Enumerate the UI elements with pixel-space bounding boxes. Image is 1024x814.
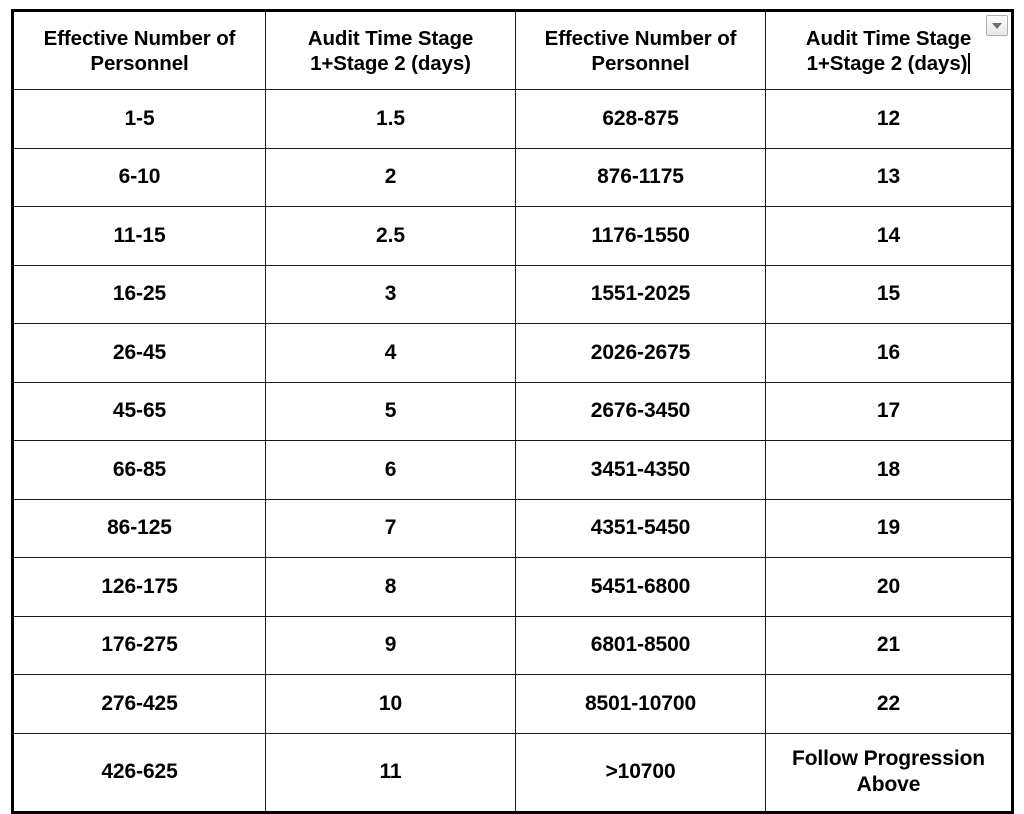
chevron-down-glyph bbox=[992, 23, 1002, 29]
table-cell[interactable]: 13 bbox=[766, 148, 1013, 207]
chevron-down-icon[interactable] bbox=[986, 15, 1008, 36]
table-cell[interactable]: 22 bbox=[766, 675, 1013, 734]
column-header-line1: Audit Time Stage bbox=[805, 26, 972, 50]
table-cell[interactable]: 8501-10700 bbox=[516, 675, 766, 734]
table-cell[interactable]: 3451-4350 bbox=[516, 441, 766, 500]
column-header-effective-personnel-1[interactable] bbox=[13, 11, 266, 90]
table-row bbox=[13, 675, 1013, 734]
table-cell[interactable]: 16 bbox=[766, 324, 1013, 383]
table-row bbox=[13, 265, 1013, 324]
table-cell[interactable]: 628-875 bbox=[516, 90, 766, 149]
table-cell[interactable]: 17 bbox=[766, 382, 1013, 441]
table-cell[interactable]: 14 bbox=[766, 207, 1013, 266]
table-cell[interactable]: 10 bbox=[266, 675, 516, 734]
table-cell[interactable]: 5451-6800 bbox=[516, 558, 766, 617]
table-cell[interactable]: 16-25 bbox=[13, 265, 266, 324]
table-cell[interactable]: 2676-3450 bbox=[516, 382, 766, 441]
table-cell[interactable]: 276-425 bbox=[13, 675, 266, 734]
table-cell[interactable]: 5 bbox=[266, 382, 516, 441]
column-header-line1: Effective Number of bbox=[544, 26, 737, 50]
table-cell[interactable]: 19 bbox=[766, 499, 1013, 558]
table-row bbox=[13, 733, 1013, 812]
table-cell[interactable]: 6 bbox=[266, 441, 516, 500]
column-header-line2-text: 1+Stage 2 (days) bbox=[806, 51, 968, 75]
column-header-audit-time-2[interactable] bbox=[766, 11, 1013, 90]
table-cell[interactable]: 7 bbox=[266, 499, 516, 558]
table-row bbox=[13, 148, 1013, 207]
table-cell[interactable]: 2.5 bbox=[266, 207, 516, 266]
table-cell[interactable]: 4 bbox=[266, 324, 516, 383]
column-header-line1: Audit Time Stage bbox=[307, 26, 474, 50]
table-cell[interactable]: 18 bbox=[766, 441, 1013, 500]
column-header-line2 bbox=[772, 51, 1005, 76]
table-cell[interactable]: 1551-2025 bbox=[516, 265, 766, 324]
table-cell[interactable]: 1-5 bbox=[13, 90, 266, 149]
table-cell[interactable]: 2026-2675 bbox=[516, 324, 766, 383]
column-header-line2: Personnel bbox=[591, 51, 690, 75]
column-header-line2: 1+Stage 2 (days) bbox=[310, 51, 471, 75]
table-cell[interactable]: 66-85 bbox=[13, 441, 266, 500]
table-cell[interactable]: 6801-8500 bbox=[516, 616, 766, 675]
table-cell[interactable]: 26-45 bbox=[13, 324, 266, 383]
table-body bbox=[13, 90, 1013, 813]
table-row bbox=[13, 499, 1013, 558]
table-cell[interactable]: 86-125 bbox=[13, 499, 266, 558]
table-cell[interactable]: 426-625 bbox=[13, 733, 266, 812]
table-row bbox=[13, 207, 1013, 266]
table-cell[interactable]: >10700 bbox=[516, 733, 766, 812]
table-cell[interactable]: 8 bbox=[266, 558, 516, 617]
table-cell[interactable]: 12 bbox=[766, 90, 1013, 149]
table-cell[interactable]: 6-10 bbox=[13, 148, 266, 207]
table-cell[interactable]: 11 bbox=[266, 733, 516, 812]
table-row bbox=[13, 616, 1013, 675]
table-cell[interactable]: 4351-5450 bbox=[516, 499, 766, 558]
column-header-effective-personnel-2[interactable] bbox=[516, 11, 766, 90]
table-cell[interactable]: 15 bbox=[766, 265, 1013, 324]
table-header bbox=[13, 11, 1013, 90]
table-cell[interactable]: 2 bbox=[266, 148, 516, 207]
table-row bbox=[13, 90, 1013, 149]
table-row bbox=[13, 441, 1013, 500]
table-row bbox=[13, 324, 1013, 383]
table-cell[interactable]: Follow Progression Above bbox=[766, 733, 1013, 812]
table-cell[interactable]: 11-15 bbox=[13, 207, 266, 266]
table-row bbox=[13, 382, 1013, 441]
table-cell[interactable]: 126-175 bbox=[13, 558, 266, 617]
table-cell[interactable]: 21 bbox=[766, 616, 1013, 675]
audit-time-table bbox=[11, 9, 1014, 814]
column-header-line2: Personnel bbox=[90, 51, 189, 75]
text-cursor bbox=[968, 53, 970, 74]
table-row bbox=[13, 558, 1013, 617]
table-cell[interactable]: 1.5 bbox=[266, 90, 516, 149]
column-header-audit-time-1[interactable] bbox=[266, 11, 516, 90]
column-header-line1: Effective Number of bbox=[43, 26, 236, 50]
table-cell[interactable]: 45-65 bbox=[13, 382, 266, 441]
table-cell[interactable]: 876-1175 bbox=[516, 148, 766, 207]
table-cell[interactable]: 20 bbox=[766, 558, 1013, 617]
table-cell[interactable]: 1176-1550 bbox=[516, 207, 766, 266]
table-header-row bbox=[13, 11, 1013, 90]
table-cell[interactable]: 176-275 bbox=[13, 616, 266, 675]
audit-time-table-container bbox=[11, 9, 1011, 796]
table-cell[interactable]: 3 bbox=[266, 265, 516, 324]
table-cell[interactable]: 9 bbox=[266, 616, 516, 675]
